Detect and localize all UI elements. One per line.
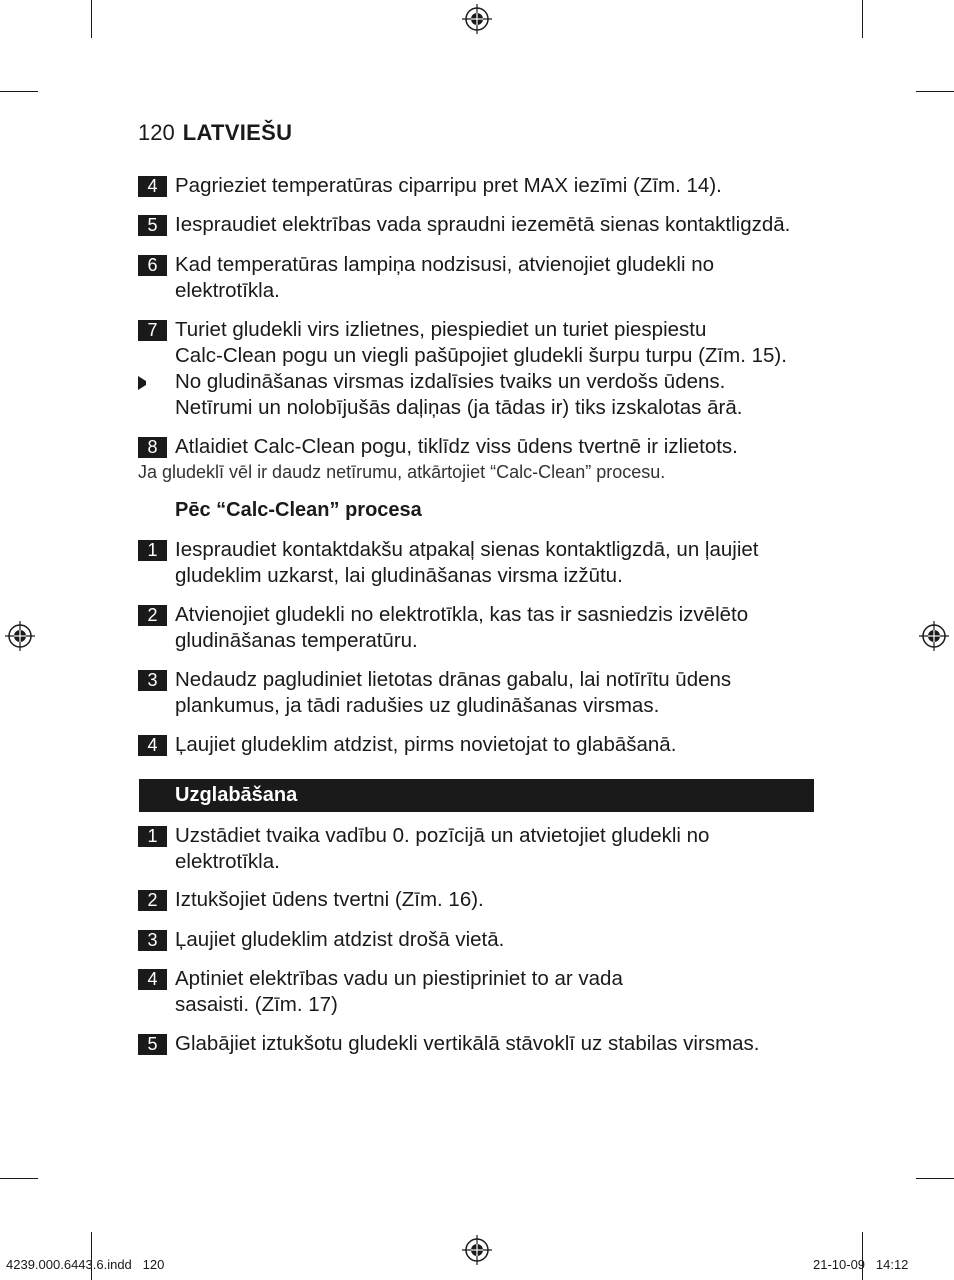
crop-mark bbox=[862, 0, 863, 38]
registration-mark-icon bbox=[462, 1235, 492, 1265]
step-text: Kad temperatūras lampiņa nodzisusi, atvienojiet gludekli no elektrotīkla. bbox=[175, 253, 715, 302]
crop-mark bbox=[91, 1232, 92, 1280]
step-number: 2 bbox=[138, 890, 167, 911]
step-item bbox=[138, 434, 818, 460]
step-text: Uzstādiet tvaika vadību 0. pozīcijā un atvietojiet gludekli no elektrotīkla. bbox=[175, 824, 710, 873]
step-item bbox=[138, 667, 818, 719]
step-number: 2 bbox=[138, 605, 167, 626]
step-item bbox=[138, 823, 818, 875]
step-text: Aptiniet elektrības vadu un piestipriniet to ar vada sasaisti. (Zīm. 17) bbox=[175, 967, 623, 1016]
bullet-arrow-icon bbox=[138, 376, 146, 390]
registration-mark-icon bbox=[462, 4, 492, 34]
step-number: 4 bbox=[138, 176, 167, 197]
step-number: 5 bbox=[138, 215, 167, 236]
step-number: 8 bbox=[138, 437, 167, 458]
section-title-bar bbox=[139, 779, 814, 812]
step-text: Nedaudz pagludiniet lietotas drānas gabalu, lai notīrītu ūdens plankumus, ja tādi radušies uz gludināšanas virsmas. bbox=[175, 668, 732, 717]
step-number: 1 bbox=[138, 826, 167, 847]
step-text: Iespraudiet elektrības vada spraudni iezemētā sienas kontaktligzdā. bbox=[175, 213, 791, 236]
step-number: 4 bbox=[138, 735, 167, 756]
step-number: 4 bbox=[138, 969, 167, 990]
subheading: Pēc “Calc-Clean” procesa bbox=[175, 499, 422, 521]
step-number: 1 bbox=[138, 540, 167, 561]
note-text: Ja gludeklī vēl ir daudz netīrumu, atkārtojiet “Calc-Clean” procesu. bbox=[138, 462, 666, 482]
step-item bbox=[138, 317, 818, 369]
page-number: 120 bbox=[138, 120, 175, 145]
step-number: 3 bbox=[138, 670, 167, 691]
crop-mark bbox=[862, 1232, 863, 1280]
step-number: 6 bbox=[138, 255, 167, 276]
bullet-text: No gludināšanas virsmas izdalīsies tvaiks un verdošs ūdens. Netīrumi un nolobījušās daļiņas (ja tādas ir) tiks izskalotas ārā. bbox=[175, 370, 743, 419]
page-header bbox=[138, 120, 292, 146]
step-item bbox=[138, 212, 818, 238]
footer-file-slug: 4239.000.6443.6.indd 120 bbox=[6, 1257, 165, 1272]
footer-datetime: 21-10-09 14:12 bbox=[813, 1257, 909, 1272]
page-language: LATVIEŠU bbox=[182, 120, 293, 145]
step-text: Atvienojiet gludekli no elektrotīkla, kas tas ir sasniedzis izvēlēto gludināšanas temperatūru. bbox=[175, 603, 749, 652]
registration-mark-icon bbox=[919, 621, 949, 651]
step-text: Turiet gludekli virs izlietnes, piespiediet un turiet piespiestu Calc-Clean pogu un viegli pašūpojiet gludekli šurpu turpu (Zīm. 15). bbox=[175, 318, 787, 367]
step-text: Iztukšojiet ūdens tvertni (Zīm. 16). bbox=[175, 888, 484, 911]
step-item bbox=[138, 537, 818, 589]
step-item bbox=[138, 927, 818, 953]
crop-mark bbox=[0, 1178, 38, 1179]
section-title: Uzglabāšana bbox=[175, 784, 298, 806]
crop-mark bbox=[916, 1178, 954, 1179]
step-number: 3 bbox=[138, 930, 167, 951]
step-number: 5 bbox=[138, 1034, 167, 1055]
step-item bbox=[138, 252, 818, 304]
step-item bbox=[138, 732, 818, 758]
step-text: Iespraudiet kontaktdakšu atpakaļ sienas kontaktligzdā, un ļaujiet gludeklim uzkarst, lai gludināšanas virsma izžūtu. bbox=[175, 538, 759, 587]
step-text: Ļaujiet gludeklim atdzist drošā vietā. bbox=[175, 928, 505, 951]
step-item bbox=[138, 966, 818, 1018]
step-text: Atlaidiet Calc-Clean pogu, tiklīdz viss ūdens tvertnē ir izlietots. bbox=[175, 435, 738, 458]
step-item bbox=[138, 602, 818, 654]
step-item bbox=[138, 1031, 818, 1057]
crop-mark bbox=[91, 0, 92, 38]
crop-mark bbox=[916, 91, 954, 92]
step-number: 7 bbox=[138, 320, 167, 341]
result-bullet bbox=[138, 369, 818, 421]
registration-mark-icon bbox=[5, 621, 35, 651]
step-item bbox=[138, 887, 818, 913]
step-item bbox=[138, 173, 818, 199]
step-text: Pagrieziet temperatūras ciparripu pret MAX iezīmi (Zīm. 14). bbox=[175, 174, 722, 197]
crop-mark bbox=[0, 91, 38, 92]
step-text: Ļaujiet gludeklim atdzist, pirms novietojat to glabāšanā. bbox=[175, 733, 677, 756]
step-text: Glabājiet iztukšotu gludekli vertikālā stāvoklī uz stabilas virsmas. bbox=[175, 1032, 760, 1055]
